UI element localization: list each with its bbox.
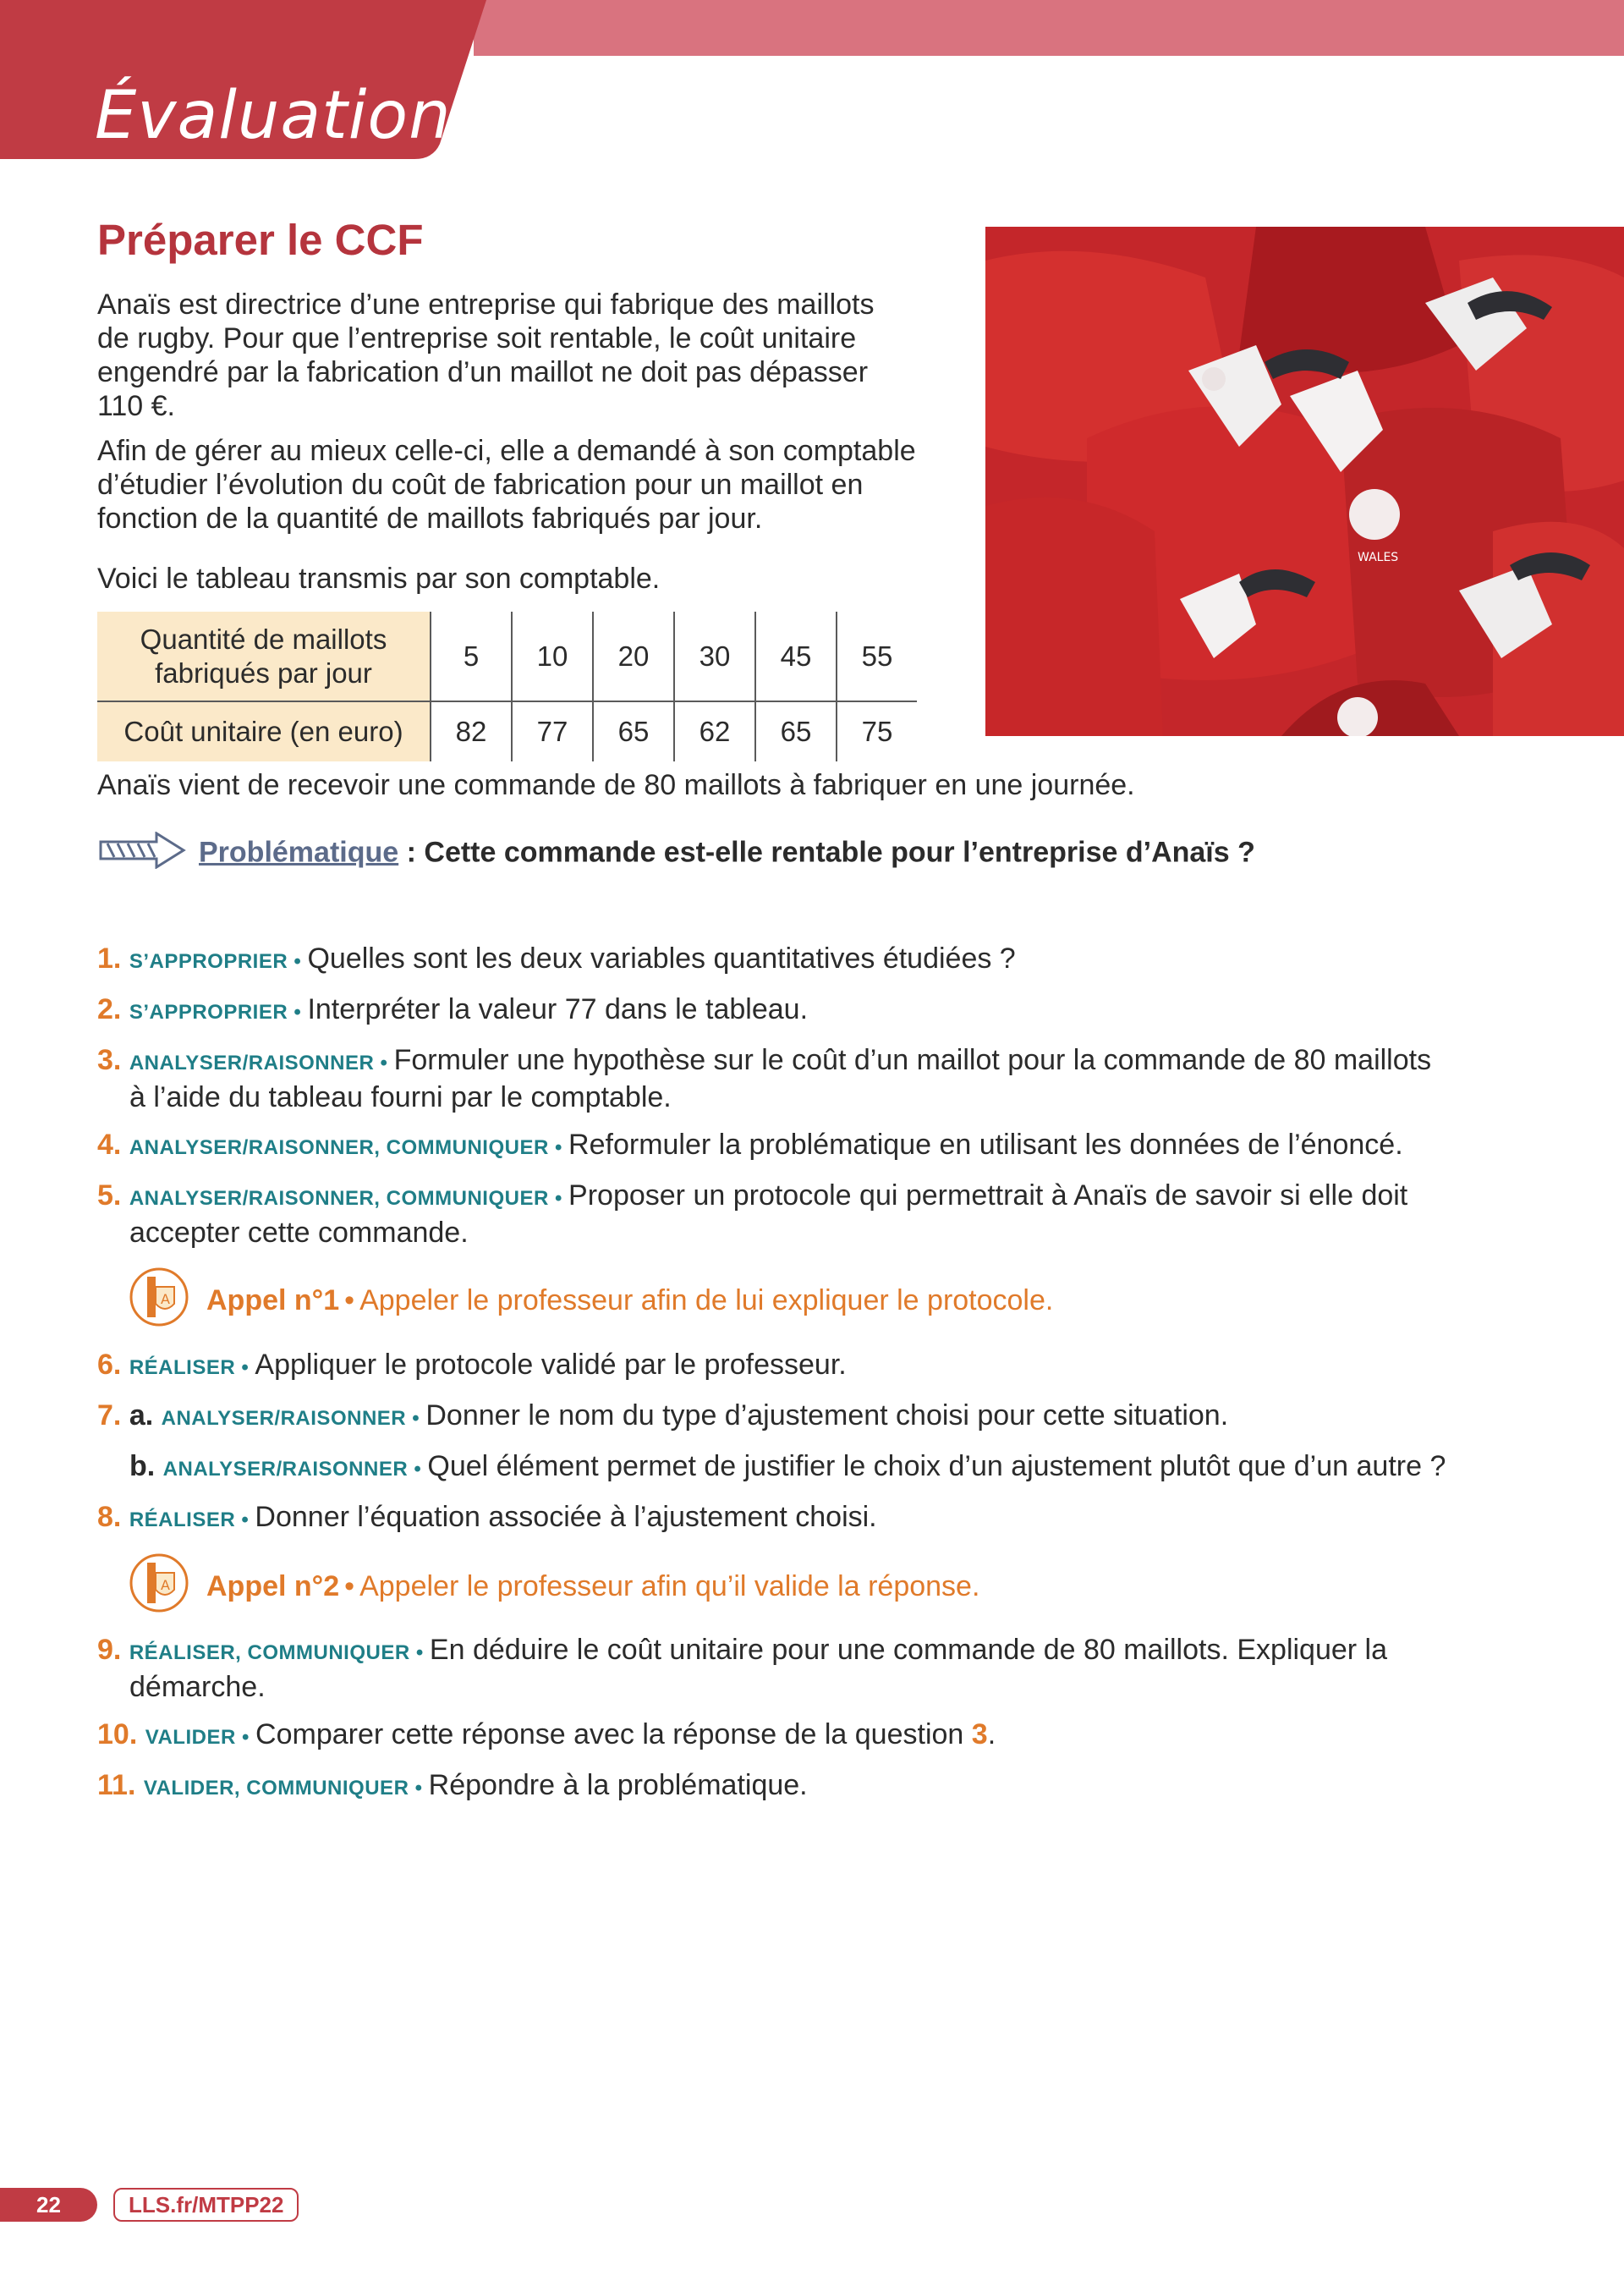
question-7b: b. ANALYSER/RAISONNER • Quel élément permet de justifier le choix d’un ajustement plutôt que d’un autre ? — [129, 1450, 1446, 1482]
site-link[interactable]: LLS.fr/MTPP22 — [113, 2188, 299, 2222]
table-header-cost: Coût unitaire (en euro) — [97, 701, 431, 761]
table-cell: 62 — [674, 701, 755, 761]
call-professor-icon — [129, 1552, 189, 1621]
question-4: 4. ANALYSER/RAISONNER, COMMUNIQUER • Reformuler la problématique en utilisant les données de l’énoncé. — [97, 1129, 1403, 1161]
question-1: 1. S’APPROPRIER • Quelles sont les deux variables quantitatives étudiées ? — [97, 942, 1016, 975]
problem-question: Cette commande est-elle rentable pour l’entreprise d’Anaïs ? — [424, 836, 1255, 869]
arrow-icon — [97, 832, 187, 876]
page-title: Évaluation — [95, 78, 452, 154]
table-cell: 10 — [512, 612, 593, 701]
question-8: 8. RÉALISER • Donner l’équation associée à l’ajustement choisi. — [97, 1501, 877, 1533]
wales-label: WALES — [1358, 551, 1399, 564]
problem-statement: Problématique : Cette commande est-elle rentable pour l’entreprise d’Anaïs ? — [97, 832, 1255, 876]
table-cell: 55 — [837, 612, 917, 701]
question-5: 5. ANALYSER/RAISONNER, COMMUNIQUER • Proposer un protocole qui permettrait à Anaïs de savoir si elle doit accepter cette commande. — [97, 1179, 1408, 1249]
call-1: A Appel n°1 • Appeler le professeur afin de lui expliquer le protocole. — [129, 1267, 1053, 1335]
intro-paragraph-1: Anaïs est directrice d’une entreprise qui fabrique des maillots de rugby. Pour que l’entreprise soit rentable, le coût unitaire engendré par la fabrication d’un maillot ne doit pas dépasser 110 €. — [97, 288, 875, 422]
header-band — [474, 0, 1624, 56]
intro-paragraph-3: Voici le tableau transmis par son comptable. — [97, 563, 661, 595]
table-cell: 75 — [861, 716, 893, 747]
call-professor-icon — [129, 1267, 189, 1335]
table-row — [97, 701, 917, 761]
table-cell: 20 — [593, 612, 674, 701]
question-6: 6. RÉALISER • Appliquer le protocole validé par le professeur. — [97, 1349, 847, 1381]
table-cell: 65 — [755, 701, 837, 761]
page-number: 22 — [0, 2188, 97, 2222]
intro-paragraph-2: Afin de gérer au mieux celle-ci, elle a demandé à son comptable d’étudier l’évolution du coût de fabrication pour un maillot en fonction de la quantité de maillots fabriqués par jour. — [97, 435, 916, 535]
table-cell: 82 — [431, 701, 512, 761]
jerseys-photo — [985, 227, 1624, 736]
svg-text:A: A — [161, 1291, 170, 1307]
table-cell: 45 — [755, 612, 837, 701]
order-text: Anaïs vient de recevoir une commande de 80 maillots à fabriquer en une journée. — [97, 769, 1135, 801]
table-header-quantity: Quantité de maillots fabriqués par jour — [97, 612, 431, 701]
table-cell: 65 — [593, 701, 674, 761]
question-3: 3. ANALYSER/RAISONNER • Formuler une hypothèse sur le coût d’un maillot pour la commande de 80 maillots à l’aide du tableau fourni par le comptable. — [97, 1044, 1432, 1113]
problem-label: Problématique — [199, 836, 399, 869]
question-7a: 7. a. ANALYSER/RAISONNER • Donner le nom du type d’ajustement choisi pour cette situation. — [97, 1399, 1229, 1431]
question-11: 11. VALIDER, COMMUNIQUER • Répondre à la problématique. — [97, 1769, 808, 1801]
svg-text:A: A — [161, 1577, 170, 1593]
call-2: A Appel n°2 • Appeler le professeur afin qu’il valide la réponse. — [129, 1552, 979, 1621]
question-10: 10. VALIDER • Comparer cette réponse avec la réponse de la question 3. — [97, 1718, 996, 1750]
table-cell: 30 — [674, 612, 755, 701]
table-row — [97, 612, 917, 701]
question-2: 2. S’APPROPRIER • Interpréter la valeur 77 dans le tableau. — [97, 993, 809, 1025]
section-title: Préparer le CCF — [97, 216, 424, 264]
table-cell: 77 — [512, 701, 593, 761]
question-9: 9. RÉALISER, COMMUNIQUER • En déduire le coût unitaire pour une commande de 80 maillots. Expliquer la démarche. — [97, 1634, 1388, 1703]
data-table — [97, 612, 917, 761]
table-cell: 5 — [431, 612, 512, 701]
